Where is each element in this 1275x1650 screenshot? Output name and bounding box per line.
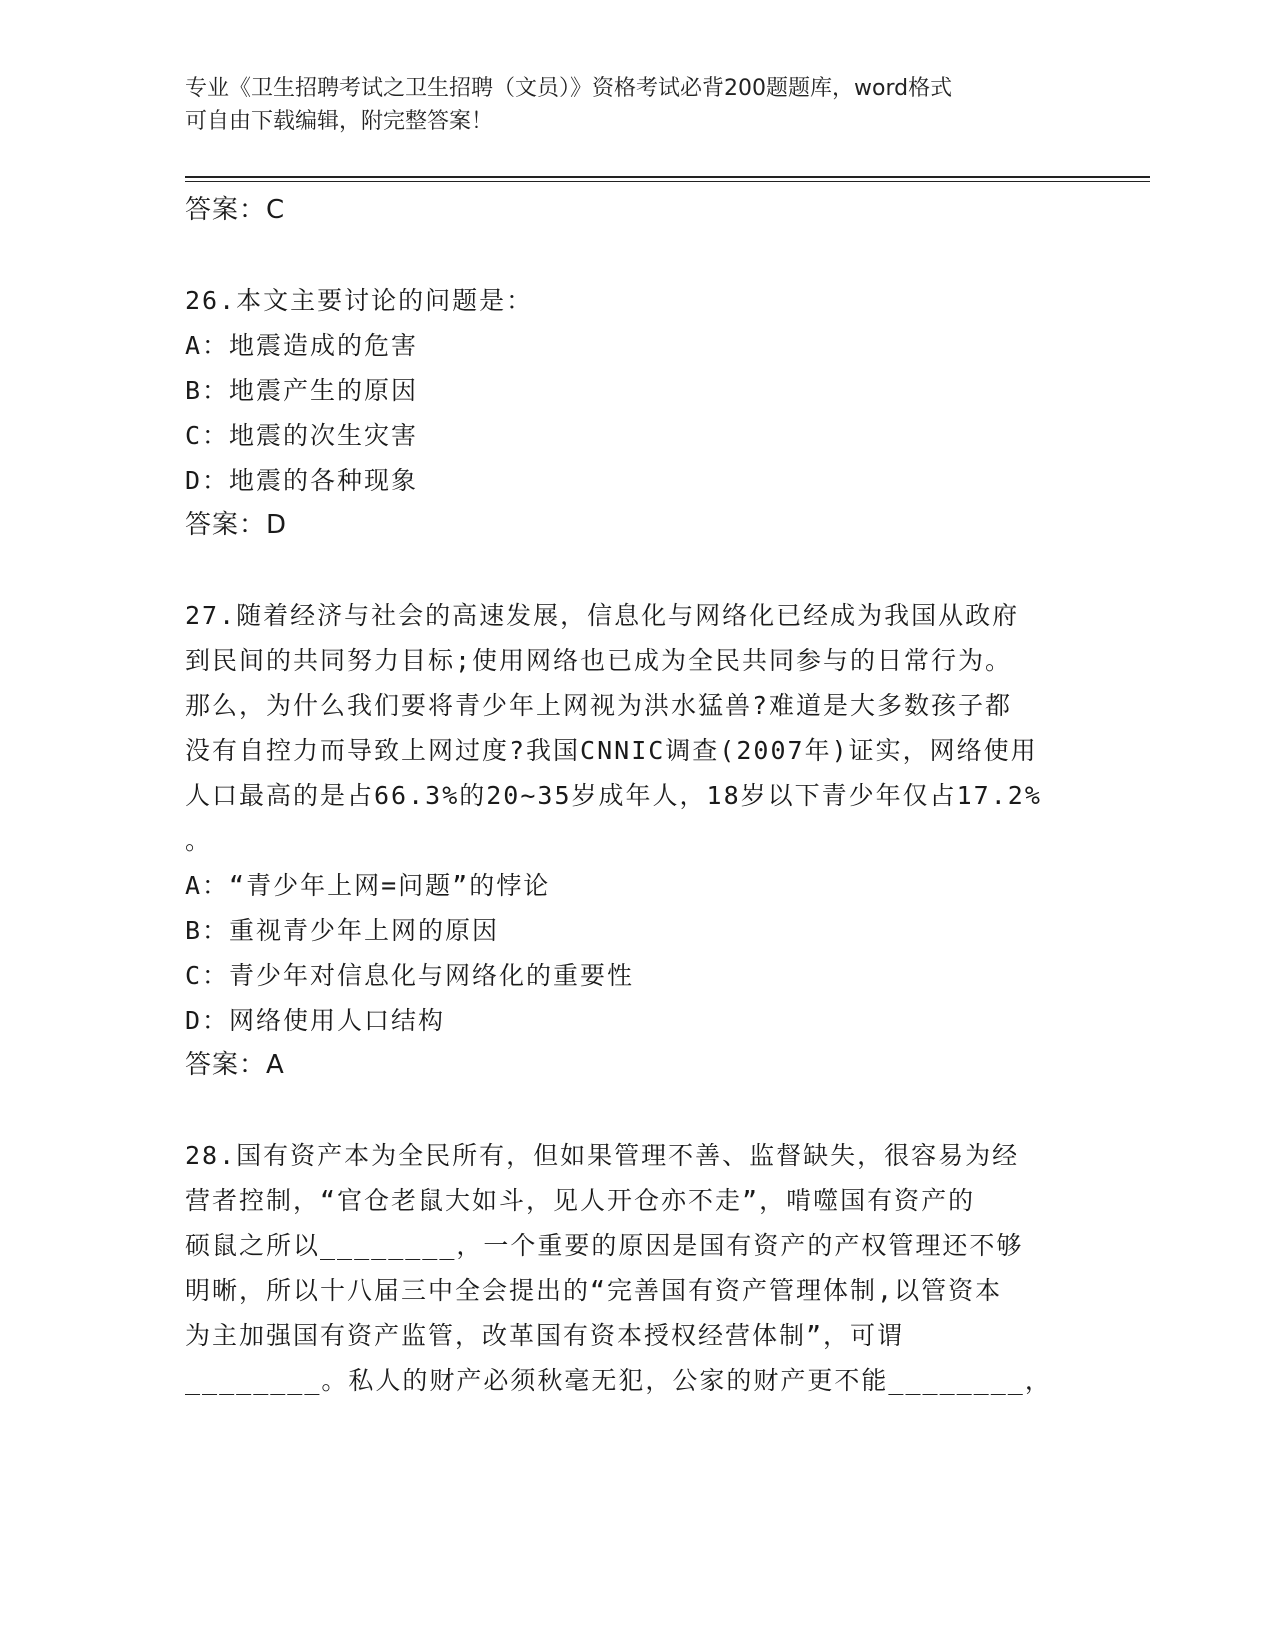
option-b: B：重视青少年上网的原因 <box>185 916 500 945</box>
spacer <box>185 548 1085 593</box>
option-b: B：地震产生的原因 <box>185 376 419 405</box>
spacer <box>185 233 1085 278</box>
option-d: D：地震的各种现象 <box>185 466 419 495</box>
question-text-line: 明晰，所以十八届三中全会提出的“完善国有资产管理体制,以管资本 <box>185 1276 1003 1305</box>
page-content <box>185 188 1085 1403</box>
question-text-line: 26.本文主要讨论的问题是： <box>185 286 534 315</box>
answer: 答案：D <box>185 510 288 540</box>
question-text-line: 为主加强国有资产监管，改革国有资本授权经营体制”，可谓 <box>185 1321 905 1350</box>
page-header <box>185 72 1065 138</box>
question-26 <box>185 278 1085 548</box>
question-text-line: 人口最高的是占66.3%的20~35岁成年人，18岁以下青少年仅占17.2% <box>185 781 1042 810</box>
question-text-line: 那么，为什么我们要将青少年上网视为洪水猛兽?难道是大多数孩子都 <box>185 691 1013 720</box>
question-28 <box>185 1133 1085 1403</box>
header-rule-thin <box>185 181 1150 182</box>
question-text-line: 没有自控力而导致上网过度?我国CNNIC调查(2007年)证实，网络使用 <box>185 736 1038 765</box>
header-line-2: 可自由下载编辑，附完整答案！ <box>185 109 494 134</box>
spacer <box>185 1088 1085 1133</box>
question-text-line: 28.国有资产本为全民所有，但如果管理不善、监督缺失，很容易为经 <box>185 1141 1020 1170</box>
answer-previous: 答案：C <box>185 195 286 225</box>
option-a: A：“青少年上网=问题”的悖论 <box>185 871 551 900</box>
option-a: A：地震造成的危害 <box>185 331 419 360</box>
option-c: C：青少年对信息化与网络化的重要性 <box>185 961 635 990</box>
question-text-line: 到民间的共同努力目标;使用网络也已成为全民共同参与的日常行为。 <box>185 646 1013 675</box>
option-d: D：网络使用人口结构 <box>185 1006 446 1035</box>
question-27 <box>185 593 1085 1088</box>
question-text-line: 。 <box>185 826 213 855</box>
answer: 答案：A <box>185 1050 285 1080</box>
question-text-line: ________。私人的财产必须秋毫无犯，公家的财产更不能________， <box>185 1366 1052 1395</box>
question-text-line: 营者控制，“官仓老鼠大如斗，见人开仓亦不走”，啃噬国有资产的 <box>185 1186 976 1215</box>
header-line-1: 专业《卫生招聘考试之卫生招聘（文员）》资格考试必背200题题库，word格式 <box>185 76 953 101</box>
question-text-line: 27.随着经济与社会的高速发展，信息化与网络化已经成为我国从政府 <box>185 601 1020 630</box>
header-rule-thick <box>185 176 1150 178</box>
option-c: C：地震的次生灾害 <box>185 421 419 450</box>
question-text-line: 硕鼠之所以________，一个重要的原因是国有资产的产权管理还不够 <box>185 1231 1024 1260</box>
